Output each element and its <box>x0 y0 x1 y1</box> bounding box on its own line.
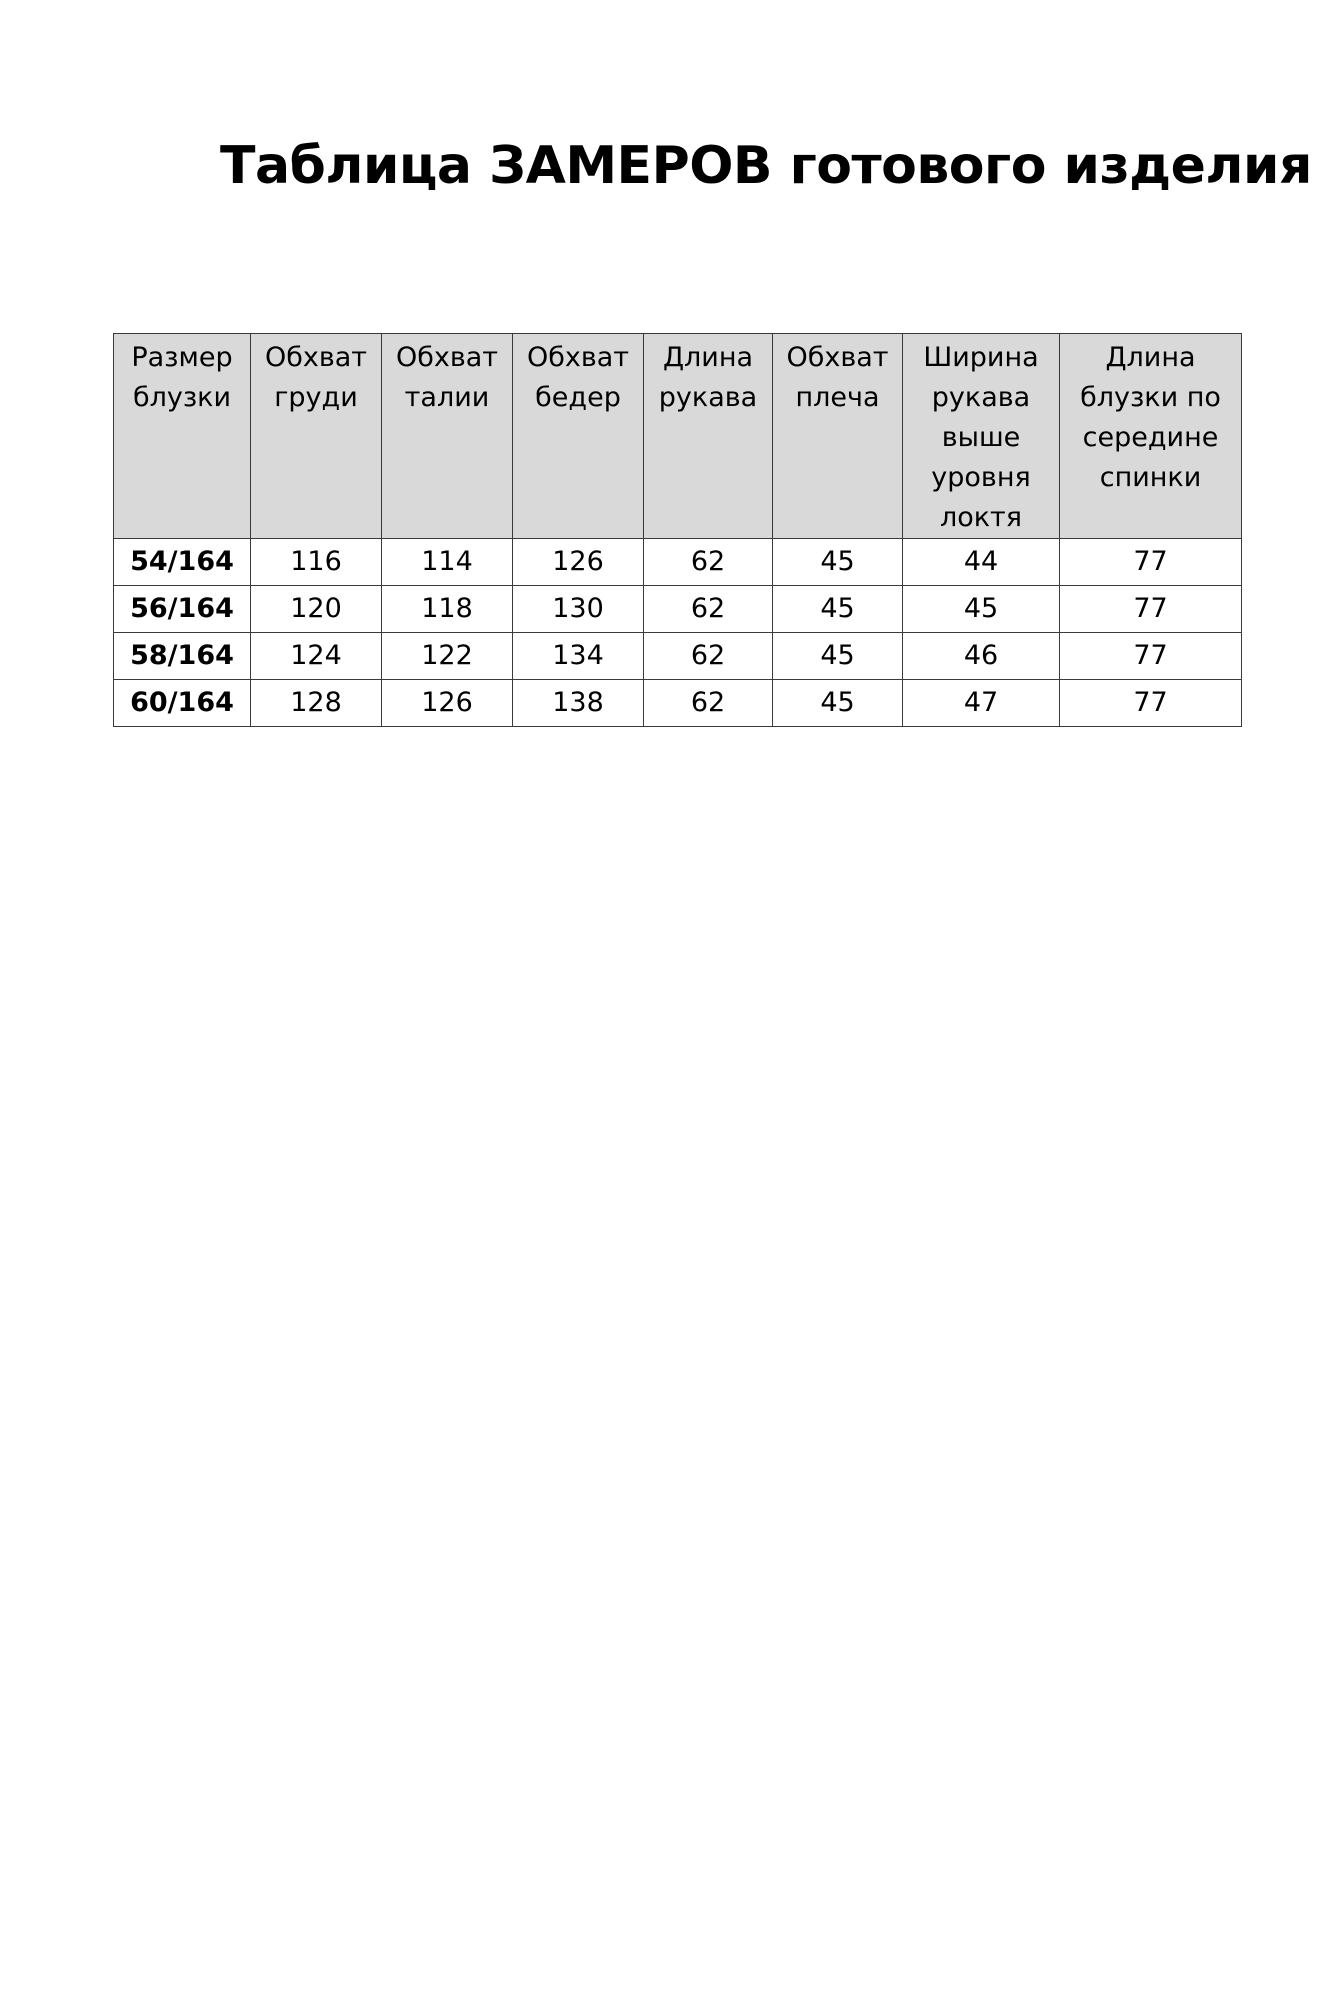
size-cell: 60/164 <box>114 680 251 727</box>
size-cell: 56/164 <box>114 586 251 633</box>
table-cell: 128 <box>251 680 382 727</box>
table-cell: 45 <box>773 539 903 586</box>
table-cell: 46 <box>903 633 1060 680</box>
table-cell: 44 <box>903 539 1060 586</box>
column-header-waist: Обхват талии <box>382 334 513 539</box>
column-header-chest: Обхват груди <box>251 334 382 539</box>
column-header-sleeve-width: Ширина рукава выше уровня локтя <box>903 334 1060 539</box>
table-cell: 45 <box>773 680 903 727</box>
table-cell: 124 <box>251 633 382 680</box>
size-cell: 58/164 <box>114 633 251 680</box>
table-cell: 62 <box>644 680 773 727</box>
table-row <box>114 633 1242 680</box>
column-header-size: Размер блузки <box>114 334 251 539</box>
column-header-sleeve-length: Длина рукава <box>644 334 773 539</box>
table-cell: 62 <box>644 633 773 680</box>
table-cell: 77 <box>1060 680 1242 727</box>
table-cell: 114 <box>382 539 513 586</box>
table-cell: 62 <box>644 539 773 586</box>
table-cell: 134 <box>513 633 644 680</box>
header-row <box>114 334 1242 539</box>
table-row <box>114 586 1242 633</box>
page-title: Таблица ЗАМЕРОВ готового изделия <box>220 136 1312 196</box>
table-cell: 45 <box>773 633 903 680</box>
table-cell: 122 <box>382 633 513 680</box>
table-cell: 45 <box>773 586 903 633</box>
table-cell: 47 <box>903 680 1060 727</box>
table-cell: 118 <box>382 586 513 633</box>
table-cell: 138 <box>513 680 644 727</box>
table-cell: 45 <box>903 586 1060 633</box>
table-row <box>114 680 1242 727</box>
table-cell: 77 <box>1060 539 1242 586</box>
column-header-shoulder: Обхват плеча <box>773 334 903 539</box>
table-cell: 62 <box>644 586 773 633</box>
column-header-hips: Обхват бедер <box>513 334 644 539</box>
table-cell: 130 <box>513 586 644 633</box>
table-row <box>114 539 1242 586</box>
measurements-table <box>113 333 1242 727</box>
table-cell: 77 <box>1060 633 1242 680</box>
table-cell: 126 <box>513 539 644 586</box>
table-cell: 116 <box>251 539 382 586</box>
table-cell: 77 <box>1060 586 1242 633</box>
table-cell: 120 <box>251 586 382 633</box>
column-header-back-length: Длина блузки по середине спинки <box>1060 334 1242 539</box>
table-cell: 126 <box>382 680 513 727</box>
size-cell: 54/164 <box>114 539 251 586</box>
